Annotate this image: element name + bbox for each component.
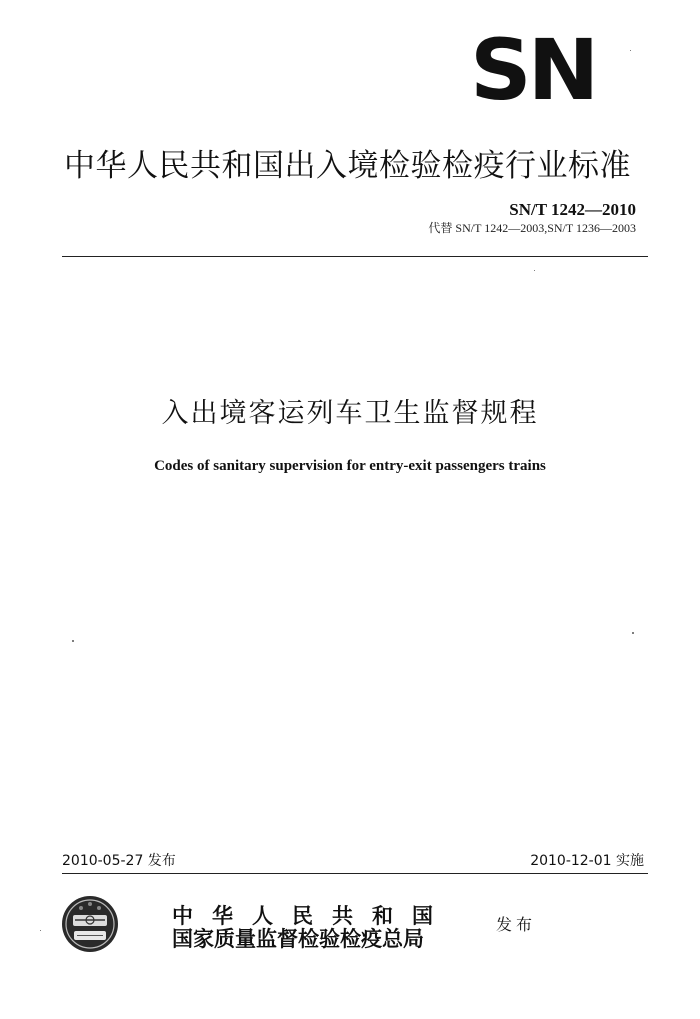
implementation-date: 2010-12-01 实施	[530, 853, 644, 869]
issue-date: 2010-05-27 发布	[62, 853, 176, 869]
scan-speck	[630, 50, 631, 51]
standard-number: SN/T 1242—2010	[509, 200, 636, 219]
organization-title: 中华人民共和国出入境检验检疫行业标准	[64, 148, 631, 184]
scan-speck	[534, 270, 535, 271]
header-divider	[62, 256, 648, 257]
document-title: 入出境客运列车卫生监督规程	[161, 398, 539, 429]
scan-speck	[40, 930, 41, 931]
sn-logo: SN	[470, 21, 596, 119]
issuer-line-1: 中华人民共和国	[172, 903, 452, 928]
issuer-line-2: 国家质量监督检验检疫总局	[172, 926, 424, 951]
footer-divider	[62, 873, 648, 874]
replaces-note: 代替 SN/T 1242—2003,SN/T 1236—2003	[428, 221, 636, 235]
publish-label: 发布	[496, 915, 537, 934]
scan-speck	[632, 632, 634, 634]
seal-emblem-icon	[60, 893, 120, 955]
document-subtitle-en: Codes of sanitary supervision for entry-exit passengers trains	[154, 458, 546, 474]
scan-speck	[72, 640, 74, 642]
